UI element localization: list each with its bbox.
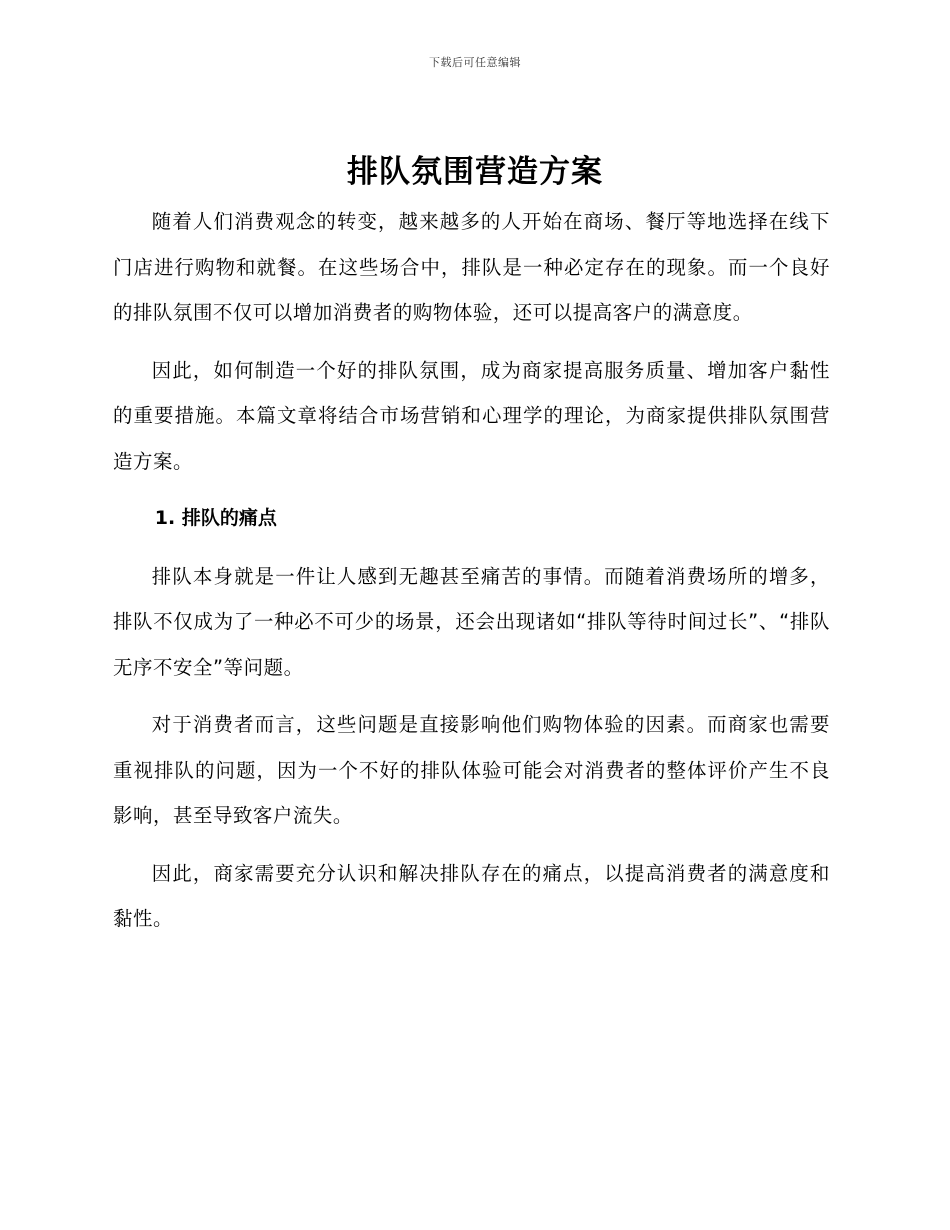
document-body (113, 199, 830, 954)
intro-paragraph: 因此，如何制造一个好的排队氛围，成为商家提高服务质量、增加客户黏性的重要措施。本篇文章将结合市场营销和心理学的理论，为商家提供排队氛围营造方案。 (113, 358, 830, 473)
document-title: 排队氛围营造方案 (347, 154, 603, 190)
section-paragraph: 对于消费者而言，这些问题是直接影响他们购物体验的因素。而商家也需要重视排队的问题，因为一个不好的排队体验可能会对消费者的整体评价产生不良影响，甚至导致客户流失。 (113, 713, 830, 827)
intro-paragraph: 随着人们消费观念的转变，越来越多的人开始在商场、餐厅等地选择在线下门店进行购物和就餐。在这些场合中，排队是一种必定存在的现象。而一个良好的排队氛围不仅可以增加消费者的购物体验，还可以提高客户的满意度。 (113, 210, 830, 324)
section-paragraph: 因此，商家需要充分认识和解决排队存在的痛点，以提高消费者的满意度和黏性。 (113, 861, 830, 930)
section-heading: 1. 排队的痛点 (154, 507, 277, 529)
section-paragraph: 排队本身就是一件让人感到无趣甚至痛苦的事情。而随着消费场所的增多，排队不仅成为了一种必不可少的场景，还会出现诸如“排队等待时间过长”、“排队无序不安全”等问题。 (113, 564, 830, 679)
header-note: 下载后可任意编辑 (429, 56, 521, 69)
